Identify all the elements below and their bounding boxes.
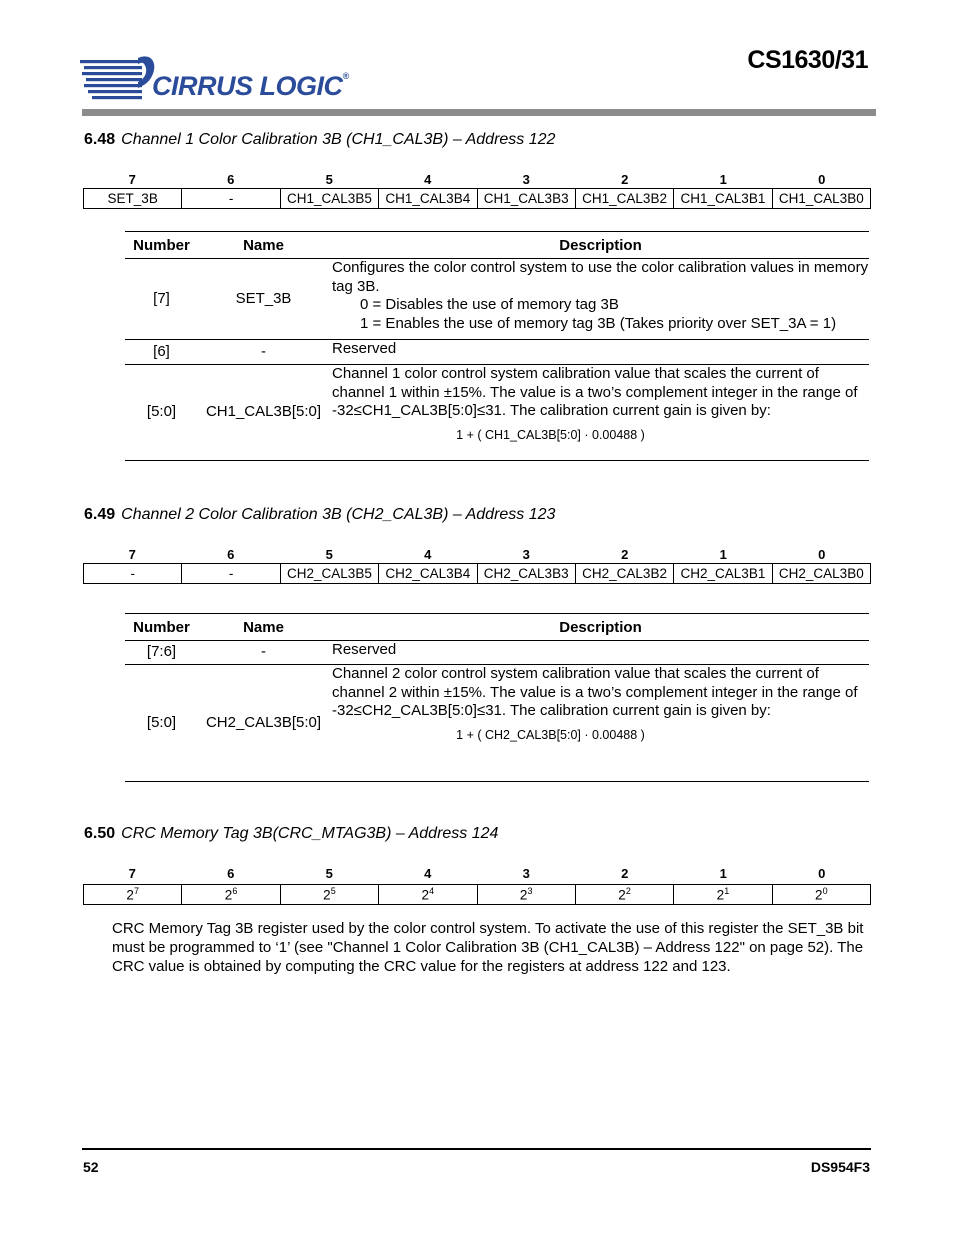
gain-formula: 1 + ( CH2_CAL3B[5:0] · 0.00488 )	[456, 727, 645, 742]
column-header-name: Name	[243, 618, 284, 636]
column-header-name: Name	[243, 236, 284, 254]
bit-field: -	[84, 564, 182, 584]
bit-base: 2	[618, 887, 626, 903]
bit-base: 2	[519, 887, 528, 903]
column-header-number: Number	[133, 618, 190, 636]
table-row	[125, 259, 869, 340]
bit-base: 2	[224, 887, 233, 903]
field-description: Reserved	[332, 340, 397, 357]
page-number: 52	[83, 1159, 99, 1175]
register-bit-row	[84, 885, 871, 905]
table-row	[125, 641, 869, 665]
crc-description-paragraph: CRC Memory Tag 3B register used by the color control system. To activate the use of this register the SET_3B bit must be programmed to ‘1’ (see "Channel 1 Color Calibration 3B (CH1_CAL3B) – Address 122" on page 52). The CRC value is obtained by computing the CRC value for the registers at address 122 and 123.	[112, 920, 864, 975]
bit-number: 6	[227, 547, 235, 562]
section-heading-6-48	[84, 131, 555, 149]
bit-weight	[477, 885, 575, 905]
bit-number: 5	[325, 172, 333, 187]
gain-formula: 1 + ( CH1_CAL3B[5:0] · 0.00488 )	[456, 427, 645, 442]
bit-number: 2	[621, 866, 629, 881]
table-header-row	[125, 614, 869, 641]
document-title: CS1630/31	[747, 46, 868, 74]
section-number: 6.48	[84, 131, 116, 148]
table-row	[125, 365, 869, 460]
field-description: Reserved	[332, 641, 397, 658]
bit-field: CH1_CAL3B2	[575, 189, 673, 209]
logo-wordmark: CIRRUS LOGIC	[152, 71, 343, 101]
bit-number: 5	[325, 866, 333, 881]
bit-weight	[280, 885, 378, 905]
register-bit-table-ch2	[83, 563, 871, 584]
bit-field: CH1_CAL3B4	[379, 189, 477, 209]
table-row	[125, 665, 869, 781]
bit-base: 2	[126, 887, 134, 903]
section-number: 6.50	[84, 825, 116, 842]
bit-number: 7	[128, 866, 136, 881]
bit-exponent: 2	[625, 886, 631, 897]
section-heading-6-49	[84, 506, 555, 524]
bit-exponent: 5	[330, 886, 336, 897]
bit-field: CH1_CAL3B3	[477, 189, 575, 209]
field-description	[329, 259, 869, 339]
bit-number: 1	[719, 172, 727, 187]
bit-base: 2	[421, 887, 430, 903]
bit-weight	[84, 885, 182, 905]
bit-number: 3	[522, 172, 530, 187]
logo-text	[152, 71, 349, 102]
bit-number-row	[83, 547, 871, 562]
bit-number: 0	[818, 547, 826, 562]
bit-exponent: 3	[527, 886, 533, 897]
field-name: -	[261, 643, 266, 661]
section-title: Channel 2 Color Calibration 3B (CH2_CAL3B) – Address 123	[121, 506, 556, 523]
bit-base: 2	[815, 887, 823, 903]
bit-number: 7	[128, 547, 136, 562]
bit-exponent: 0	[822, 886, 828, 897]
description-table-ch1	[125, 231, 869, 461]
registered-mark: ®	[342, 71, 349, 81]
field-number: [7:6]	[146, 643, 177, 661]
field-description	[329, 665, 869, 781]
bit-number: 4	[424, 866, 432, 881]
bit-field: SET_3B	[84, 189, 182, 209]
bit-number: 0	[818, 866, 826, 881]
section-title: Channel 1 Color Calibration 3B (CH1_CAL3B) – Address 122	[121, 131, 556, 148]
bit-weight	[182, 885, 280, 905]
section-number: 6.49	[84, 506, 116, 523]
description-text: Channel 1 color control system calibration value that scales the current of channel 1 within ±15%. The value is a two’s complement integer in the range of -32≤CH1_CAL3B[5:0]≤31. The calibration current gain is given by:	[332, 365, 858, 420]
bit-exponent: 4	[429, 886, 435, 897]
bit-number-row	[83, 866, 871, 881]
description-text: Configures the color control system to use the color calibration values in memory tag 3B.	[332, 259, 869, 295]
bit-number: 6	[227, 866, 235, 881]
bit-number: 3	[522, 866, 530, 881]
footer-rule	[82, 1148, 871, 1150]
section-heading-6-50	[84, 825, 498, 843]
register-bit-table-ch1	[83, 188, 871, 209]
column-header-description: Description	[559, 236, 642, 254]
bit-number: 3	[522, 547, 530, 562]
register-bit-row	[84, 564, 871, 584]
field-name: CH2_CAL3B[5:0]	[205, 713, 322, 731]
field-number: [6]	[153, 342, 170, 360]
bit-weight	[674, 885, 772, 905]
column-header-number: Number	[133, 236, 190, 254]
field-name: SET_3B	[235, 289, 292, 307]
description-text: Channel 2 color control system calibration value that scales the current of channel 2 within ±15%. The value is a two’s complement integer in the range of -32≤CH2_CAL3B[5:0]≤31. The calibration current gain is given by:	[332, 665, 858, 720]
document-id: DS954F3	[810, 1159, 870, 1175]
field-number: [7]	[153, 289, 170, 307]
table-row	[125, 340, 869, 365]
bit-exponent: 1	[724, 886, 730, 897]
bit-field: CH2_CAL3B4	[379, 564, 477, 584]
bit-base: 2	[716, 887, 725, 903]
bit-field: -	[182, 564, 280, 584]
bit-base: 2	[323, 887, 331, 903]
field-name: CH1_CAL3B[5:0]	[205, 403, 322, 421]
header-rule	[82, 109, 876, 116]
field-name: -	[261, 342, 266, 360]
bit-number: 1	[719, 866, 727, 881]
register-bit-row	[84, 189, 871, 209]
section-title: CRC Memory Tag 3B(CRC_MTAG3B) – Address 124	[121, 825, 499, 842]
register-bit-table-crc	[83, 884, 871, 905]
bit-number: 0	[818, 172, 826, 187]
table-header-row	[125, 232, 869, 259]
bit-field: CH2_CAL3B2	[575, 564, 673, 584]
column-header-description: Description	[559, 618, 642, 636]
bit-field: CH1_CAL3B0	[772, 189, 870, 209]
field-number: [5:0]	[146, 713, 177, 731]
bit-number: 1	[719, 547, 727, 562]
bit-weight	[575, 885, 673, 905]
field-number: [5:0]	[146, 403, 177, 421]
bit-number: 4	[424, 172, 432, 187]
bit-field: CH1_CAL3B5	[280, 189, 378, 209]
option-1: 1 = Enables the use of memory tag 3B (Takes priority over SET_3A = 1)	[360, 314, 837, 332]
bit-number: 2	[621, 172, 629, 187]
bit-number: 2	[621, 547, 629, 562]
bit-number: 6	[227, 172, 235, 187]
bit-exponent: 7	[133, 886, 139, 897]
bit-field: CH1_CAL3B1	[674, 189, 772, 209]
bit-field: CH2_CAL3B5	[280, 564, 378, 584]
bit-number: 4	[424, 547, 432, 562]
option-0: 0 = Disables the use of memory tag 3B	[360, 296, 619, 314]
bit-field: CH2_CAL3B1	[674, 564, 772, 584]
bit-number-row	[83, 172, 871, 187]
bit-weight	[772, 885, 870, 905]
bit-field: -	[182, 189, 280, 209]
bit-field: CH2_CAL3B3	[477, 564, 575, 584]
bit-weight	[379, 885, 477, 905]
bit-number: 5	[325, 547, 333, 562]
field-description	[329, 365, 869, 460]
bit-exponent: 6	[232, 886, 238, 897]
bit-number: 7	[128, 172, 136, 187]
bit-field: CH2_CAL3B0	[772, 564, 870, 584]
cirrus-logic-logo	[80, 54, 349, 104]
description-table-ch2	[125, 613, 869, 782]
